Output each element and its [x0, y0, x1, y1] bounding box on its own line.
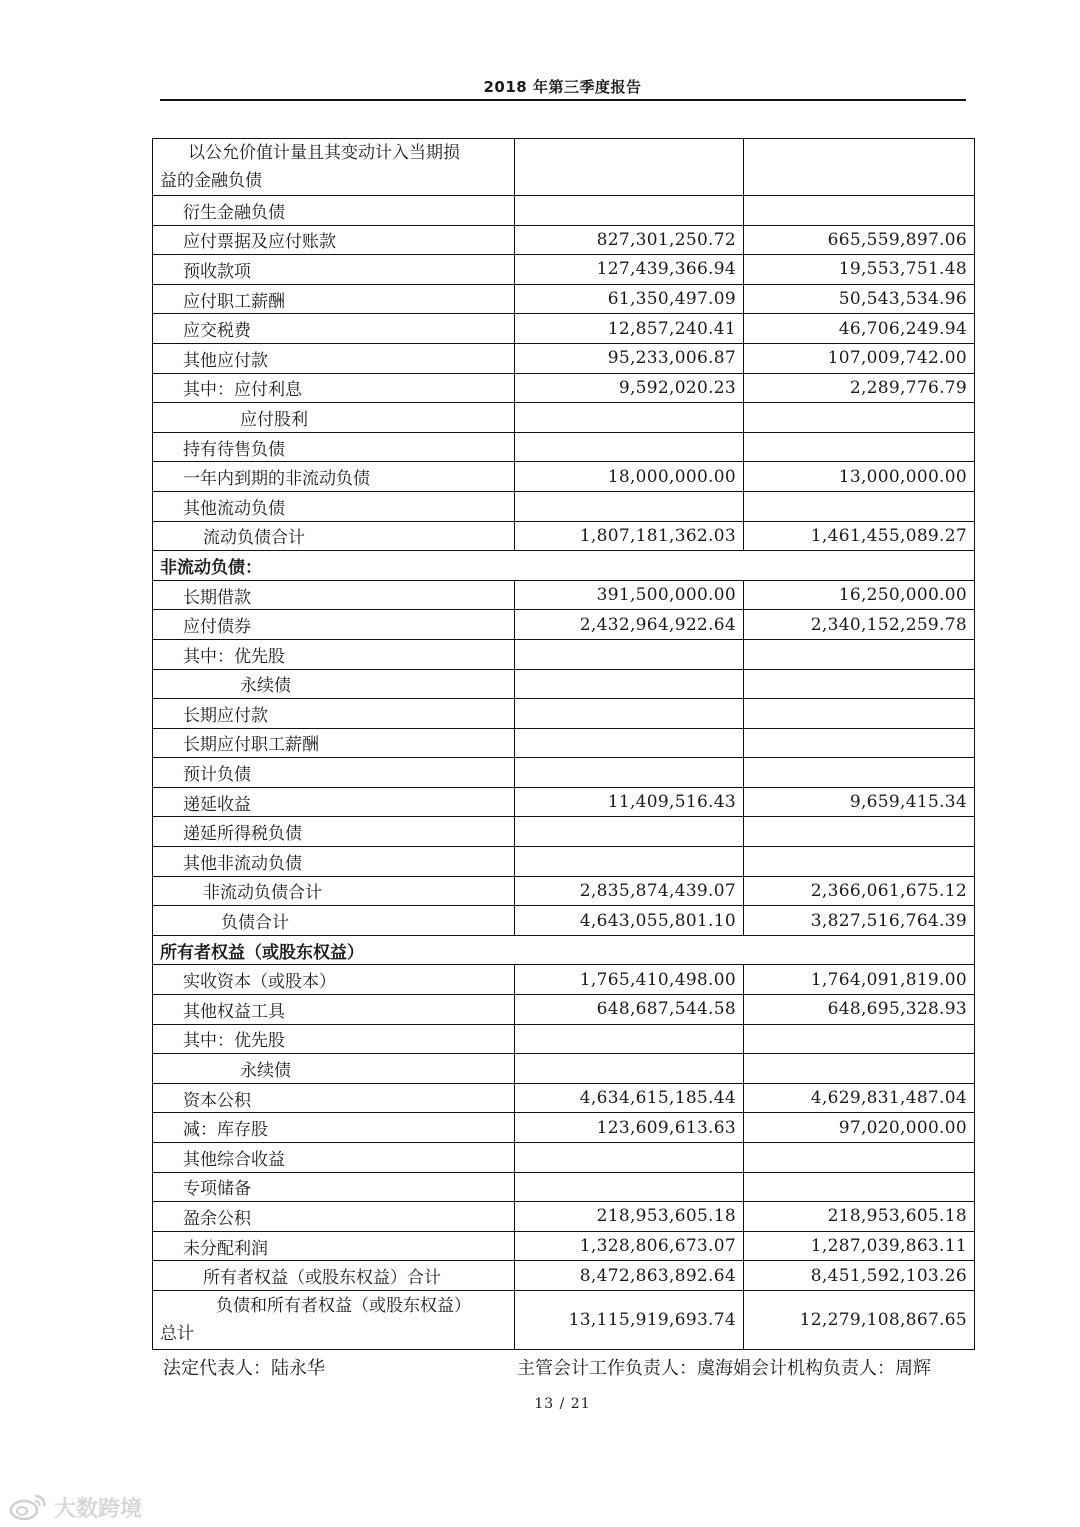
row-label: 永续债 — [153, 1054, 515, 1084]
table-row — [153, 639, 975, 669]
table-row — [153, 1231, 975, 1261]
value-current — [515, 403, 744, 433]
value-current — [515, 758, 744, 788]
row-label: 其他权益工具 — [153, 995, 515, 1025]
row-label — [153, 1290, 515, 1349]
value-prior: 19,553,751.48 — [744, 255, 975, 285]
row-label: 其中：应付利息 — [153, 373, 515, 403]
table-row — [153, 699, 975, 729]
table-row — [153, 580, 975, 610]
value-prior: 8,451,592,103.26 — [744, 1261, 975, 1291]
value-prior: 12,279,108,867.65 — [744, 1290, 975, 1349]
table-row — [153, 995, 975, 1025]
row-label: 其他综合收益 — [153, 1143, 515, 1173]
value-prior: 218,953,605.18 — [744, 1202, 975, 1232]
value-current: 1,328,806,673.07 — [515, 1231, 744, 1261]
watermark-text: 大数跨境 — [54, 1496, 143, 1522]
value-current: 61,350,497.09 — [515, 284, 744, 314]
row-label: 其他非流动负债 — [153, 847, 515, 877]
page-number: 13 / 21 — [534, 1396, 591, 1412]
value-current — [515, 817, 744, 847]
row-label: 资本公积 — [153, 1083, 515, 1113]
table-row — [153, 403, 975, 433]
table-row — [153, 1172, 975, 1202]
value-prior: 2,340,152,259.78 — [744, 610, 975, 640]
value-prior — [744, 669, 975, 699]
row-label: 专项储备 — [153, 1172, 515, 1202]
table-row — [153, 610, 975, 640]
value-current: 218,953,605.18 — [515, 1202, 744, 1232]
section-heading: 非流动负债： — [153, 551, 975, 581]
row-label: 盈余公积 — [153, 1202, 515, 1232]
table-row — [153, 1083, 975, 1113]
table-row — [153, 1202, 975, 1232]
value-prior: 1,764,091,819.00 — [744, 965, 975, 995]
value-current: 127,439,366.94 — [515, 255, 744, 285]
table-row — [153, 847, 975, 877]
row-label: 衍生金融负债 — [153, 196, 515, 226]
value-current — [515, 491, 744, 521]
table-row — [153, 373, 975, 403]
table-row — [153, 669, 975, 699]
value-current — [515, 847, 744, 877]
legal-representative: 法定代表人：陆永华 — [163, 1358, 325, 1379]
table-row — [153, 787, 975, 817]
row-label-line2: 益的金融负债 — [160, 171, 262, 191]
row-label — [153, 139, 515, 196]
table-row — [153, 758, 975, 788]
value-prior: 9,659,415.34 — [744, 787, 975, 817]
value-current — [515, 1172, 744, 1202]
value-current: 12,857,240.41 — [515, 314, 744, 344]
value-prior — [744, 1024, 975, 1054]
table-row — [153, 196, 975, 226]
value-current: 4,643,055,801.10 — [515, 906, 744, 936]
value-current: 13,115,919,693.74 — [515, 1290, 744, 1349]
value-prior: 3,827,516,764.39 — [744, 906, 975, 936]
row-label: 应付票据及应付账款 — [153, 225, 515, 255]
row-label: 未分配利润 — [153, 1231, 515, 1261]
row-label: 递延收益 — [153, 787, 515, 817]
table-row — [153, 225, 975, 255]
value-prior — [744, 1172, 975, 1202]
value-current: 391,500,000.00 — [515, 580, 744, 610]
header-divider — [160, 99, 966, 101]
table-row — [153, 906, 975, 936]
value-current: 123,609,613.63 — [515, 1113, 744, 1143]
table-row — [153, 462, 975, 492]
value-prior — [744, 403, 975, 433]
value-prior: 1,287,039,863.11 — [744, 1231, 975, 1261]
row-label: 递延所得税负债 — [153, 817, 515, 847]
row-label: 所有者权益（或股东权益）合计 — [153, 1261, 515, 1291]
row-label: 长期借款 — [153, 580, 515, 610]
value-current — [515, 1143, 744, 1173]
row-label: 预收款项 — [153, 255, 515, 285]
value-current: 2,835,874,439.07 — [515, 876, 744, 906]
value-prior: 2,289,776.79 — [744, 373, 975, 403]
table-row — [153, 876, 975, 906]
row-label: 应交税费 — [153, 314, 515, 344]
row-label: 应付股利 — [153, 403, 515, 433]
row-label: 其他应付款 — [153, 343, 515, 373]
row-label: 长期应付职工薪酬 — [153, 728, 515, 758]
row-label: 非流动负债合计 — [153, 876, 515, 906]
value-current — [515, 1054, 744, 1084]
table-row — [153, 1261, 975, 1291]
value-prior — [744, 728, 975, 758]
value-prior: 97,020,000.00 — [744, 1113, 975, 1143]
value-prior — [744, 139, 975, 196]
table-row — [153, 965, 975, 995]
value-current: 1,807,181,362.03 — [515, 521, 744, 551]
value-prior: 50,543,534.96 — [744, 284, 975, 314]
value-prior — [744, 1143, 975, 1173]
row-label-line1: 负债和所有者权益（或股东权益） — [216, 1295, 471, 1316]
value-current: 827,301,250.72 — [515, 225, 744, 255]
value-current: 2,432,964,922.64 — [515, 610, 744, 640]
value-current — [515, 139, 744, 196]
row-label: 应付职工薪酬 — [153, 284, 515, 314]
value-prior — [744, 639, 975, 669]
value-prior: 665,559,897.06 — [744, 225, 975, 255]
row-label: 长期应付款 — [153, 699, 515, 729]
table-row — [153, 728, 975, 758]
table-row — [153, 255, 975, 285]
row-label: 流动负债合计 — [153, 521, 515, 551]
value-prior — [744, 758, 975, 788]
weibo-logo-icon — [8, 1492, 48, 1522]
value-prior — [744, 817, 975, 847]
value-current: 648,687,544.58 — [515, 995, 744, 1025]
row-label: 应付债券 — [153, 610, 515, 640]
table-row — [153, 491, 975, 521]
row-label: 一年内到期的非流动负债 — [153, 462, 515, 492]
table-section-row — [153, 935, 975, 965]
row-label: 其中：优先股 — [153, 639, 515, 669]
value-current — [515, 432, 744, 462]
value-prior — [744, 491, 975, 521]
table-row — [153, 1113, 975, 1143]
table-row — [153, 1054, 975, 1084]
value-current: 9,592,020.23 — [515, 373, 744, 403]
value-prior — [744, 432, 975, 462]
value-prior: 648,695,328.93 — [744, 995, 975, 1025]
value-prior — [744, 196, 975, 226]
value-current — [515, 728, 744, 758]
row-label: 实收资本（或股本） — [153, 965, 515, 995]
table-row — [153, 343, 975, 373]
section-heading: 所有者权益（或股东权益） — [153, 935, 975, 965]
value-prior: 13,000,000.00 — [744, 462, 975, 492]
accounting-officers: 主管会计工作负责人：虞海娟会计机构负责人：周辉 — [517, 1358, 931, 1379]
value-current: 11,409,516.43 — [515, 787, 744, 817]
value-prior: 46,706,249.94 — [744, 314, 975, 344]
table-section-row — [153, 551, 975, 581]
value-prior — [744, 1054, 975, 1084]
value-prior — [744, 699, 975, 729]
value-current: 1,765,410,498.00 — [515, 965, 744, 995]
row-label-line2: 总计 — [160, 1323, 194, 1344]
value-current: 18,000,000.00 — [515, 462, 744, 492]
value-prior — [744, 847, 975, 877]
table-row — [153, 432, 975, 462]
watermark — [8, 1490, 142, 1524]
table-row — [153, 284, 975, 314]
table-row — [153, 521, 975, 551]
balance-sheet-table — [152, 138, 975, 1350]
row-label-line1: 以公允价值计量且其变动计入当期损 — [188, 143, 460, 163]
page-header-title: 2018 年第三季度报告 — [483, 78, 642, 96]
row-label: 减：库存股 — [153, 1113, 515, 1143]
row-label: 其中：优先股 — [153, 1024, 515, 1054]
value-current — [515, 669, 744, 699]
value-current: 95,233,006.87 — [515, 343, 744, 373]
row-label: 永续债 — [153, 669, 515, 699]
value-current — [515, 699, 744, 729]
value-prior: 16,250,000.00 — [744, 580, 975, 610]
value-current: 8,472,863,892.64 — [515, 1261, 744, 1291]
table-row — [153, 1143, 975, 1173]
table-row — [153, 817, 975, 847]
value-current — [515, 196, 744, 226]
signature-line — [163, 1354, 973, 1382]
value-current: 4,634,615,185.44 — [515, 1083, 744, 1113]
row-label: 预计负债 — [153, 758, 515, 788]
row-label: 其他流动负债 — [153, 491, 515, 521]
row-label: 负债合计 — [153, 906, 515, 936]
row-label: 持有待售负债 — [153, 432, 515, 462]
table-row — [153, 314, 975, 344]
value-prior: 1,461,455,089.27 — [744, 521, 975, 551]
table-row — [153, 139, 975, 196]
value-prior: 4,629,831,487.04 — [744, 1083, 975, 1113]
value-current — [515, 1024, 744, 1054]
table-row — [153, 1024, 975, 1054]
value-prior: 2,366,061,675.12 — [744, 876, 975, 906]
value-prior: 107,009,742.00 — [744, 343, 975, 373]
value-current — [515, 639, 744, 669]
table-row — [153, 1290, 975, 1349]
